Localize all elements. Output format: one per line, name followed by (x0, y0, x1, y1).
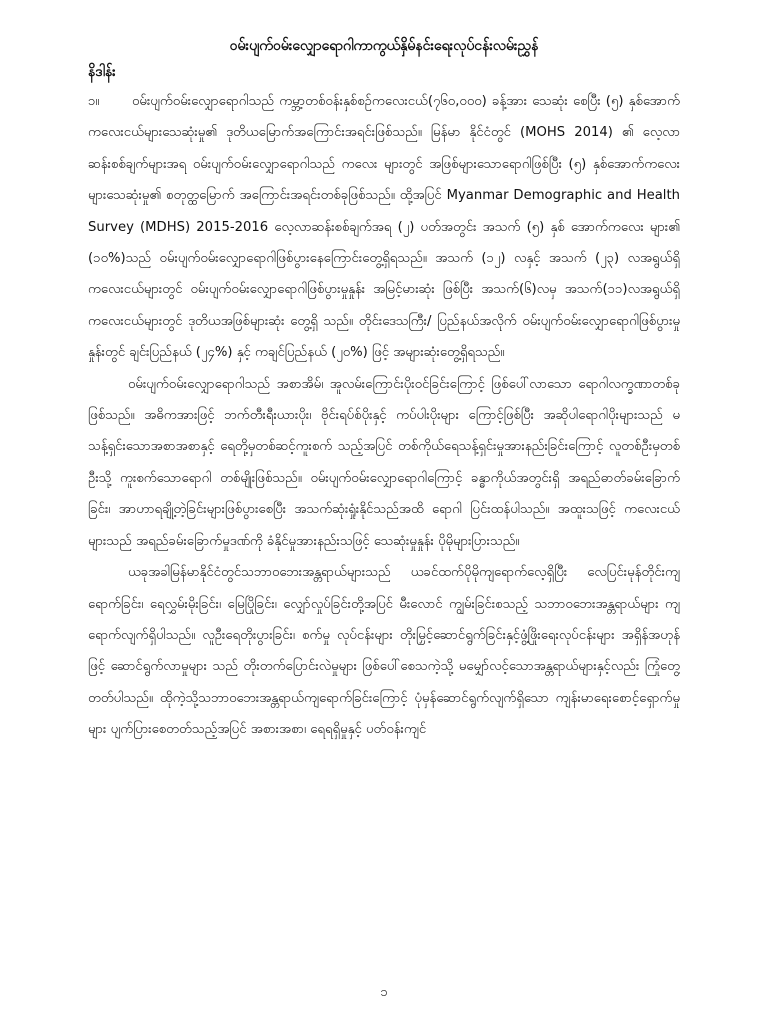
section-heading-introduction: နိဒါန်း (88, 64, 116, 80)
document-page (88, 36, 680, 986)
paragraph-1-text: ဝမ်းပျက်ဝမ်းလျှောရောဂါသည် ကမ္ဘာ့တစ်ဝန်းနှစ်စဉ်ကလေးငယ်(၇၆၀,၀၀၀) ခန့်အား သေဆုံး စေပြီး (၅) နှစ်အောက်ကလေးငယ်များသေဆုံးမှု၏ ဒုတိယမြောက်အကြောင်းအရင်းဖြစ်သည်။ မြန်မာ နိုင်ငံတွင် (MOHS 2014) ၏ လေ့လာဆန်းစစ်ချက်များအရ ဝမ်းပျက်ဝမ်းလျှောရောဂါသည် ကလေး များတွင် အဖြစ်များသောရောဂါဖြစ်ပြီး (၅) နှစ်အောက်ကလေးများသေဆုံးမှု၏ စတုတ္ထမြောက် အကြောင်းအရင်းတစ်ခုဖြစ်သည်။ ထို့အပြင် Myanmar Demographic and Health Survey (MDHS) 2015-2016 လေ့လာဆန်းစစ်ချက်အရ (၂) ပတ်အတွင်း အသက် (၅) နှစ် အောက်ကလေး များ၏ (၁၀%)သည် ဝမ်းပျက်ဝမ်းလျှောရောဂါဖြစ်ပွားနေကြောင်းတွေ့ရှိရသည်။ အသက် (၁၂) လနှင့် အသက် (၂၃) လအရွယ်ရှိကလေးငယ်များတွင် ဝမ်းပျက်ဝမ်းလျှောရောဂါဖြစ်ပွားမှုနှုန်း အမြင့်မားဆုံး ဖြစ်ပြီး အသက်(၆)လမှ အသက်(၁၁)လအရွယ်ရှိကလေးငယ်များတွင် ဒုတိယအဖြစ်များဆုံး တွေ့ရှိ သည်။ တိုင်းဒေသကြီး/ ပြည်နယ်အလိုက် ဝမ်းပျက်ဝမ်းလျှောရောဂါဖြစ်ပွားမှုနှုန်းတွင် ချင်းပြည်နယ် (၂၄%) နှင့် ကချင်ပြည်နယ် (၂၀%) ဖြင့် အများဆုံးတွေ့ရှိရသည်။ (88, 94, 680, 361)
paragraph-1 (88, 86, 680, 369)
paragraph-3: ယခုအခါမြန်မာနိုင်ငံတွင်သဘာဝဘေးအန္တရာယ်များသည် ယခင်ထက်ပိုမိုကျရောက်လေ့ရှိပြီး လေပြင်းမုန်တိုင်းကျရောက်ခြင်း၊ ရေလွှမ်းမိုးခြင်း၊ မြေပြိုခြင်း၊ လျှော်လှုပ်ခြင်းတို့အပြင် မီးလောင် ကျွမ်းခြင်းစသည့် သဘာဝဘေးအန္တရာယ်များ ကျရောက်လျက်ရှိပါသည်။ လူဦးရေတိုးပွားခြင်း၊ စက်မှု လုပ်ငန်းများ တိုးမြှင့်ဆောင်ရွက်ခြင်းနှင့်ဖွံ့ဖြိုးရေးလုပ်ငန်းများ အရှိန်အဟုန်ဖြင့် ဆောင်ရွက်လာမှုများ သည် တိုးတက်ပြောင်းလဲမှုများ ဖြစ်ပေါ်စေသကဲ့သို့ မမျှော်လင့်သောအန္တရာယ်များနှင့်လည်း ကြုံတွေ့ တတ်ပါသည်။ ထိုကဲ့သို့သဘာဝဘေးအန္တရာယ်ကျရောက်ခြင်းကြောင့် ပုံမှန်ဆောင်ရွက်လျက်ရှိသော ကျန်းမာရေးစောင့်ရှောက်မှုများ ပျက်ပြားစေတတ်သည့်အပြင် အစားအစာ၊ ရေရရှိမှုနှင့် ပတ်ဝန်းကျင် (88, 565, 680, 738)
paragraph-1-number: ၁။ (88, 94, 100, 109)
document-title: ဝမ်းပျက်ဝမ်းလျှောရောဂါကာကွယ်နှိမ်နင်းရေးလုပ်ငန်းလမ်းညွှန် (229, 38, 539, 54)
paragraph-2: ဝမ်းပျက်ဝမ်းလျှောရောဂါသည် အစာအိမ်၊ အူလမ်းကြောင်းပိုးဝင်ခြင်းကြောင့် ဖြစ်ပေါ်လာသော ရောဂါလက္ခဏာတစ်ခုဖြစ်သည်။ အဓိကအားဖြင့် ဘက်တီးရီးယားပိုး၊ ဗိုင်းရပ်စ်ပိုးနှင့် ကပ်ပါးပိုးများ ကြောင့်ဖြစ်ပြီး အဆိုပါရောဂါပိုးများသည် မသန့်ရှင်းသောအစာအစာနှင့် ရေတို့မှတစ်ဆင့်ကူးစက် သည့်အပြင် တစ်ကိုယ်ရေသန့်ရှင်းမှုအားနည်းခြင်းကြောင့် လူတစ်ဦးမှတစ်ဦးသို့ ကူးစက်သောရောဂါ တစ်မျိုးဖြစ်သည်။ ဝမ်းပျက်ဝမ်းလျှောရောဂါကြောင့် ခန္ဓာကိုယ်အတွင်းရှိ အရည်ဓာတ်ခမ်းခြောက် ခြင်း၊ အာဟာရချို့တဲ့ခြင်းများဖြစ်ပွားစေပြီး အသက်ဆုံးရှုံးနိုင်သည်အထိ ရောဂါ ပြင်းထန်ပါသည်။ အထူးသဖြင့် ကလေးငယ်များသည် အရည်ခမ်းခြောက်မှုဒဏ်ကို ခံနိုင်မှုအားနည်းသဖြင့် သေဆုံးမှုနှုန်း ပိုမိုများပြားသည်။ (88, 376, 680, 549)
page-number: ၁ (380, 985, 388, 1000)
